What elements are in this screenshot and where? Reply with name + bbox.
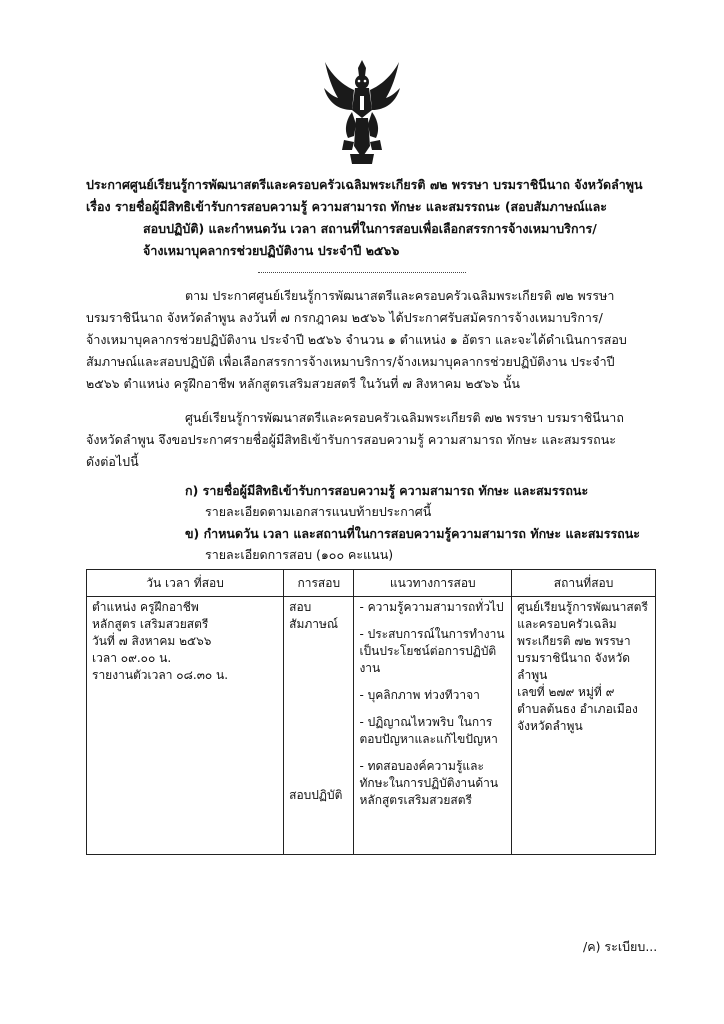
header-location: สถานที่สอบ [512, 570, 656, 597]
exam-interview: สอบสัมภาษณ์ [289, 600, 339, 631]
para2-line1: ศูนย์เรียนรู้การพัฒนาสตรีและครอบครัวเฉลิมพระเกียรติ ๗๒ พรรษา บรมราชินีนาถ [185, 410, 624, 425]
subject-line-2: สอบปฏิบัติ) และกำหนดวัน เวลา สถานที่ในการสอบเพื่อเลือกสรรการจ้างเหมาบริการ/ [143, 221, 597, 236]
guideline-item: - บุคลิกภาพ ท่วงทีวาจา [359, 688, 480, 702]
table-row [87, 597, 656, 855]
schedule-course: หลักสูตร เสริมสวยสตรี [92, 617, 209, 631]
para1-line5: ๒๕๖๖ ตำแหน่ง ครูฝึกอาชีพ หลักสูตรเสริมสวยสตรี ในวันที่ ๗ สิงหาคม ๒๕๖๖ นั้น [86, 376, 520, 391]
continuation-note: /ค) ระเบียบ... [583, 939, 658, 954]
item-b-detail: รายละเอียดการสอบ (๑๐๐ คะแนน) [205, 547, 394, 562]
garuda-emblem-icon [322, 58, 402, 166]
guidelines-cell [354, 597, 512, 855]
subject-line: เรื่อง รายชื่อผู้มีสิทธิเข้ารับการสอบความรู้ ความสามารถ ทักษะ และสมรรถนะ (สอบสัมภาษณ์และ [86, 199, 608, 214]
location-line: บรมราชินีนาถ จังหวัดลำพูน [517, 651, 630, 682]
para1-line4: สัมภาษณ์และสอบปฏิบัติ เพื่อเลือกสรรการจ้างเหมาบริการ/จ้างเหมาบุคลากรช่วยปฏิบัติงาน ประจำปี [86, 354, 615, 369]
exam-type-cell [284, 597, 354, 855]
item-b-title: ข) กำหนดวัน เวลา และสถานที่ในการสอบความรู้ความสามารถ ทักษะ และสมรรถนะ [185, 526, 640, 541]
para1-line2: บรมราชินีนาถ จังหวัดลำพูน ลงวันที่ ๗ กรกฎาคม ๒๕๖๖ ได้ประกาศรับสมัครการจ้างเหมาบริการ/ [86, 310, 603, 325]
para2-line2: จังหวัดลำพูน จึงขอประกาศรายชื่อผู้มีสิทธิเข้ารับการสอบความรู้ ความสามารถ ทักษะ และสมรรถนะ [86, 432, 616, 447]
para1-line1: ตาม ประกาศศูนย์เรียนรู้การพัฒนาสตรีและครอบครัวเฉลิมพระเกียรติ ๗๒ พรรษา [185, 288, 615, 303]
item-a-title: ก) รายชื่อผู้มีสิทธิเข้ารับการสอบความรู้ ความสามารถ ทักษะ และสมรรถนะ [185, 483, 589, 498]
schedule-time: เวลา ๐๙.๐๐ น. [92, 651, 172, 665]
para1-line3: จ้างเหมาบุคลากรช่วยปฏิบัติงาน ประจำปี ๒๕๖๖ จำนวน ๑ ตำแหน่ง ๑ อัตรา และจะได้ดำเนินการสอบ [86, 332, 627, 347]
location-line: พระเกียรติ ๗๒ พรรษา [517, 634, 631, 648]
schedule-cell [87, 597, 284, 855]
schedule-date: วันที่ ๗ สิงหาคม ๒๕๖๖ [92, 634, 212, 648]
guideline-item: - ทดสอบองค์ความรู้และทักษะในการปฏิบัติงานด้านหลักสูตรเสริมสวยสตรี [359, 759, 499, 807]
schedule-report-time: รายงานตัวเวลา ๐๘.๓๐ น. [92, 668, 229, 682]
item-a-detail: รายละเอียดตามเอกสารแนบท้ายประกาศนี้ [205, 504, 432, 519]
guideline-item: - ประสบการณ์ในการทำงานเป็นประโยชน์ต่อการปฏิบัติงาน [359, 627, 505, 675]
separator-line [258, 272, 466, 273]
exam-practical: สอบปฏิบัติ [289, 788, 343, 802]
subject-line-3: จ้างเหมาบุคลากรช่วยปฏิบัติงาน ประจำปี ๒๕๖๖ [143, 243, 400, 258]
para2-line3: ดังต่อไปนี้ [86, 454, 139, 469]
location-line: ศูนย์เรียนรู้การพัฒนาสตรี [517, 600, 648, 614]
location-line: เลขที่ ๒๗๙ หมู่ที่ ๙ [517, 685, 615, 699]
announcement-title: ประกาศศูนย์เรียนรู้การพัฒนาสตรีและครอบครัวเฉลิมพระเกียรติ ๗๒ พรรษา บรมราชินีนาถ จังหวัดลำพูน [86, 177, 643, 192]
header-guidelines: แนวทางการสอบ [354, 570, 512, 597]
exam-schedule-table [86, 569, 656, 855]
location-cell [512, 597, 656, 855]
table-header-row [87, 570, 656, 597]
location-line: และครอบครัวเฉลิม [517, 617, 617, 631]
location-line: จังหวัดลำพูน [517, 719, 583, 733]
guideline-item: - ความรู้ความสามารถทั่วไป [359, 600, 504, 614]
header-exam: การสอบ [284, 570, 354, 597]
guideline-item: - ปฏิญาณไหวพริบ ในการตอบปัญหาและแก้ไขปัญหา [359, 715, 498, 746]
schedule-position: ตำแหน่ง ครูฝึกอาชีพ [92, 600, 199, 614]
header-datetime: วัน เวลา ที่สอบ [87, 570, 284, 597]
location-line: ตำบลต้นธง อำเภอเมือง [517, 702, 638, 716]
